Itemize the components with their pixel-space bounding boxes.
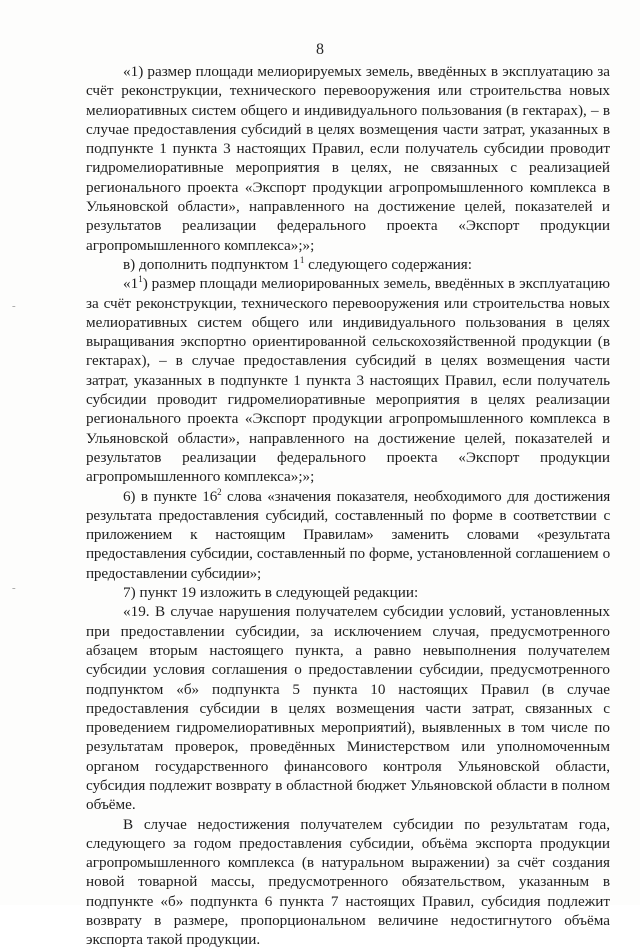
superscript: 1 bbox=[299, 254, 305, 265]
paragraph-point-19-intro: 7) пункт 19 изложить в следующей редакции: bbox=[123, 584, 419, 602]
superscript: 2 bbox=[217, 486, 222, 497]
paragraph-text: слова «значения показателя, необходимого для достижения результата предоставления субсидий, составленный по форме в соответствии с приложением к настоящим Правилам» заменить словами «результата предоставления субсидии, составленный по форме, установленной соглашением о предоставлении субсидии»; bbox=[86, 487, 610, 582]
paragraph-text: следующего содержания: bbox=[304, 255, 472, 273]
margin-scan-mark: - bbox=[12, 300, 16, 312]
superscript: 1 bbox=[138, 274, 143, 285]
page-number: 8 bbox=[316, 41, 324, 58]
paragraph-measure-area-reclaimed: «1) размер площади мелиорируемых земель, введённых в эксплуатацию за счёт реконструкции, технического перевооружения или строительства новых мелиоративных систем общего и индивидуального пользования (в гектарах), – в случае предоставления субсидий в целях возмещения части затрат, указанных в подпункте 1 пункта 3 настоящих Правил, если получатель субсидии проводит гидромелиоративные мероприятия в целях, не связанных с реализацией регионального проекта «Экспорт продукции агропромышленного комплекса в Ульяновской области», направленного на достижение целей, показателей и результатов реализации федерального проекта «Экспорт продукции агропромышленного комплекса»;»; bbox=[86, 63, 610, 254]
margin-scan-mark: - bbox=[12, 582, 16, 594]
paragraph-point-16-2 bbox=[86, 487, 610, 583]
paragraph-subitem-1-1 bbox=[86, 274, 610, 486]
paragraph-text: в) дополнить подпунктом 1 bbox=[123, 255, 300, 273]
paragraph-text: «1 bbox=[123, 275, 139, 293]
paragraph-point-19: «19. В случае нарушения получателем субсидии условий, установленных при предоставлении субсидии, за исключением случая, предусмотренного абзацем вторым настоящего пункта, а равно невыполнения получателем субсидии условия соглашения о предоставлении субсидии, предусмотренного подпунктом «б» подпункта 5 пункта 10 настоящих Правил (в случае предоставления субсидии в целях возмещения части затрат, связанных с проведением гидромелиоративных мероприятий), выявленных в том числе по результатам проверок, проведённых Министерством или уполномоченным органом государственного финансового контроля Ульяновской области, субсидия подлежит возврату в областной бюджет Ульяновской области в полном объёме. bbox=[86, 603, 610, 814]
document-body bbox=[86, 62, 610, 950]
paragraph-add-subitem bbox=[86, 255, 610, 274]
paragraph-text: ) размер площади мелиорированных земель, введённых в эксплуатацию за счёт реконструкции, технического перевооружения или строительства новых мелиоративных систем общего или индивидуального пользования в целях выращивания экспортно ориентированной сельскохозяйственной продукции (в гектарах), – в случае предоставления субсидий в целях возмещения части затрат, указанных в подпункте 1 пункта 3 настоящих Правил, если получатель субсидии проводит гидромелиоративные мероприятия в целях реализации регионального проекта «Экспорт продукции агропромышленного комплекса в Ульяновской области», направленного на достижение целей, показателей и результатов реализации федерального проекта «Экспорт продукции агропромышленного комплекса»;»; bbox=[86, 275, 610, 486]
paragraph-point-19-second: В случае недостижения получателем субсидии по результатам года, следующего за годом предоставления субсидии, объёма экспорта продукции агропромышленного комплекса (в натуральном выражении) за счёт создания новой товарной массы, предусмотренного обязательством, указанным в подпункте «б» подпункта 6 пункта 7 настоящих Правил, субсидия подлежит возврату в размере, пропорциональном величине недостигнутого объёма экспорта такой продукции. bbox=[86, 815, 610, 949]
paragraph-text: 6) в пункте 16 bbox=[123, 487, 218, 505]
